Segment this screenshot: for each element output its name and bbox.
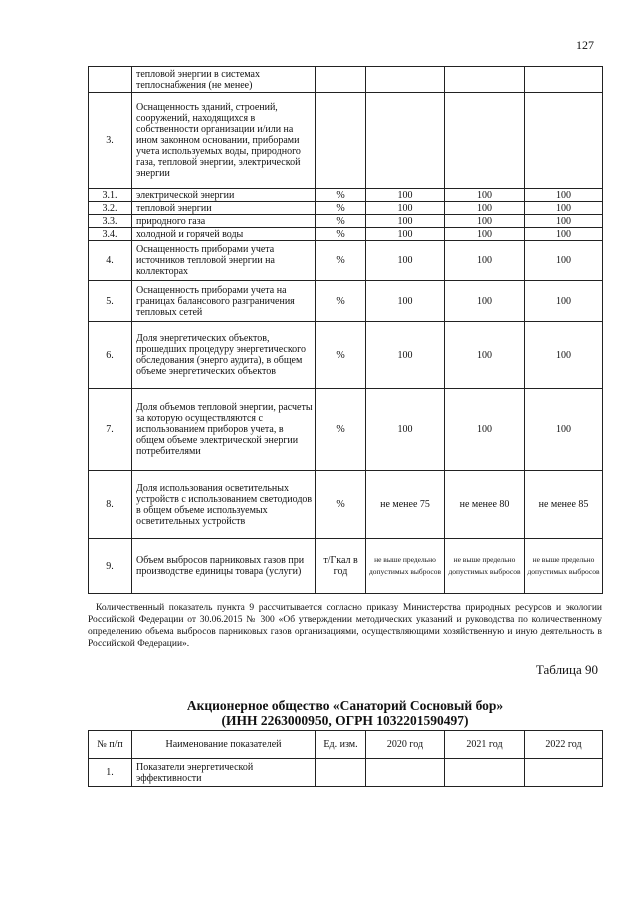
indicators-table-continued (88, 66, 603, 594)
organization-name: Акционерное общество «Санаторий Сосновый бор» (186, 698, 504, 713)
row-2022 (525, 67, 603, 93)
table-row (89, 215, 603, 228)
row-unit: % (316, 215, 366, 228)
row-unit: % (316, 228, 366, 241)
row-2022: 100 (525, 389, 603, 471)
row-2021: 100 (445, 241, 525, 281)
row-num: 8. (89, 471, 132, 539)
table-row (89, 322, 603, 389)
row-2021 (445, 93, 525, 189)
row-num: 3. (89, 93, 132, 189)
row-2021: не выше предельно допустимых выбросов (445, 539, 525, 594)
row-2022 (525, 93, 603, 189)
header-year-2021: 2021 год (445, 731, 525, 759)
row-2020: 100 (366, 202, 445, 215)
row-2021: 100 (445, 189, 525, 202)
footnote: Количественный показатель пункта 9 рассчитывается согласно приказу Министерства природных ресурсов и экологии Российской Федерации от 30.06.2015 № 300 «Об утверждении методических указаний и руководства по количественному определению объема выбросов парниковых газов организациями, осуществляющими хозяйственную и иную деятельность в Российской Федерации». (88, 603, 602, 649)
row-2022: 100 (525, 322, 603, 389)
row-name: Оснащенность приборами учета источников тепловой энергии на коллекторах (132, 241, 316, 281)
row-unit: т/Гкал в год (316, 539, 366, 594)
table-row (89, 759, 603, 787)
table-row (89, 228, 603, 241)
row-unit (316, 93, 366, 189)
row-2020: не менее 75 (366, 471, 445, 539)
row-2021: 100 (445, 202, 525, 215)
row-name: электрической энергии (132, 189, 316, 202)
row-name: Оснащенность зданий, строений, сооружений, находящихся в собственности организации и/или на ином законном основании, приборами учета используемых воды, природного газа, тепловой энергии, электрической энергии (132, 93, 316, 189)
header-year-2020: 2020 год (366, 731, 445, 759)
row-unit (316, 759, 366, 787)
row-2021: 100 (445, 215, 525, 228)
row-2022 (525, 759, 603, 787)
row-num (89, 67, 132, 93)
row-num: 9. (89, 539, 132, 594)
row-unit: % (316, 389, 366, 471)
row-name: Оснащенность приборами учета на границах балансового разграничения тепловых сетей (132, 281, 316, 322)
row-2020 (366, 759, 445, 787)
header-num: № п/п (89, 731, 132, 759)
row-2020: 100 (366, 189, 445, 202)
row-2020: 100 (366, 389, 445, 471)
row-unit: % (316, 189, 366, 202)
row-2022: 100 (525, 215, 603, 228)
row-unit: % (316, 322, 366, 389)
row-2020: 100 (366, 241, 445, 281)
table-row (89, 189, 603, 202)
header-row (89, 731, 603, 759)
indicators-table-new (88, 730, 603, 787)
row-num: 3.4. (89, 228, 132, 241)
row-name: Доля энергетических объектов, прошедших процедуру энергетического обследования (энерго аудита), в общем объеме энергетических объектов (132, 322, 316, 389)
table-row (89, 67, 603, 93)
table-row (89, 471, 603, 539)
row-unit: % (316, 471, 366, 539)
table-row (89, 202, 603, 215)
row-2020: 100 (366, 281, 445, 322)
row-2021: 100 (445, 228, 525, 241)
row-2022: 100 (525, 228, 603, 241)
row-2020 (366, 67, 445, 93)
table-label: Таблица 90 (535, 662, 598, 677)
row-name: природного газа (132, 215, 316, 228)
row-2022: 100 (525, 281, 603, 322)
row-2022: 100 (525, 241, 603, 281)
row-unit (316, 67, 366, 93)
row-name: холодной и горячей воды (132, 228, 316, 241)
row-2020: не выше предельно допустимых выбросов (366, 539, 445, 594)
row-num: 4. (89, 241, 132, 281)
row-2021: 100 (445, 389, 525, 471)
table-row (89, 281, 603, 322)
row-name: Объем выбросов парниковых газов при производстве единицы товара (услуги) (132, 539, 316, 594)
row-num: 3.3. (89, 215, 132, 228)
row-unit: % (316, 202, 366, 215)
organization-heading (88, 698, 602, 728)
row-2020: 100 (366, 322, 445, 389)
table-row (89, 539, 603, 594)
row-2022: 100 (525, 202, 603, 215)
row-2021: не менее 80 (445, 471, 525, 539)
row-num: 5. (89, 281, 132, 322)
row-2022: не менее 85 (525, 471, 603, 539)
row-num: 3.1. (89, 189, 132, 202)
header-name: Наименование показателей (132, 731, 316, 759)
row-num: 1. (89, 759, 132, 787)
table-row (89, 389, 603, 471)
row-num: 3.2. (89, 202, 132, 215)
row-num: 7. (89, 389, 132, 471)
row-unit: % (316, 241, 366, 281)
header-unit: Ед. изм. (316, 731, 366, 759)
table-row (89, 93, 603, 189)
row-2021: 100 (445, 281, 525, 322)
row-name: тепловой энергии в системах теплоснабжения (не менее) (132, 67, 316, 93)
row-name: Доля использования осветительных устройств с использованием светодиодов в общем объеме используемых осветительных устройств (132, 471, 316, 539)
row-num: 6. (89, 322, 132, 389)
row-2022: 100 (525, 189, 603, 202)
row-2021 (445, 67, 525, 93)
row-2021: 100 (445, 322, 525, 389)
row-2020: 100 (366, 215, 445, 228)
header-year-2022: 2022 год (525, 731, 603, 759)
table-row (89, 241, 603, 281)
row-name: тепловой энергии (132, 202, 316, 215)
page-number: 127 (576, 38, 594, 52)
organization-ids: (ИНН 2263000950, ОГРН 1032201590497) (221, 713, 469, 728)
row-unit: % (316, 281, 366, 322)
row-2020 (366, 93, 445, 189)
row-2021 (445, 759, 525, 787)
row-name: Доля объемов тепловой энергии, расчеты за которую осуществляются с использованием приборов учета, в общем объеме электрической энергии потребителями (132, 389, 316, 471)
row-name: Показатели энергетической эффективности (132, 759, 316, 787)
row-2020: 100 (366, 228, 445, 241)
row-2022: не выше предельно допустимых выбросов (525, 539, 603, 594)
